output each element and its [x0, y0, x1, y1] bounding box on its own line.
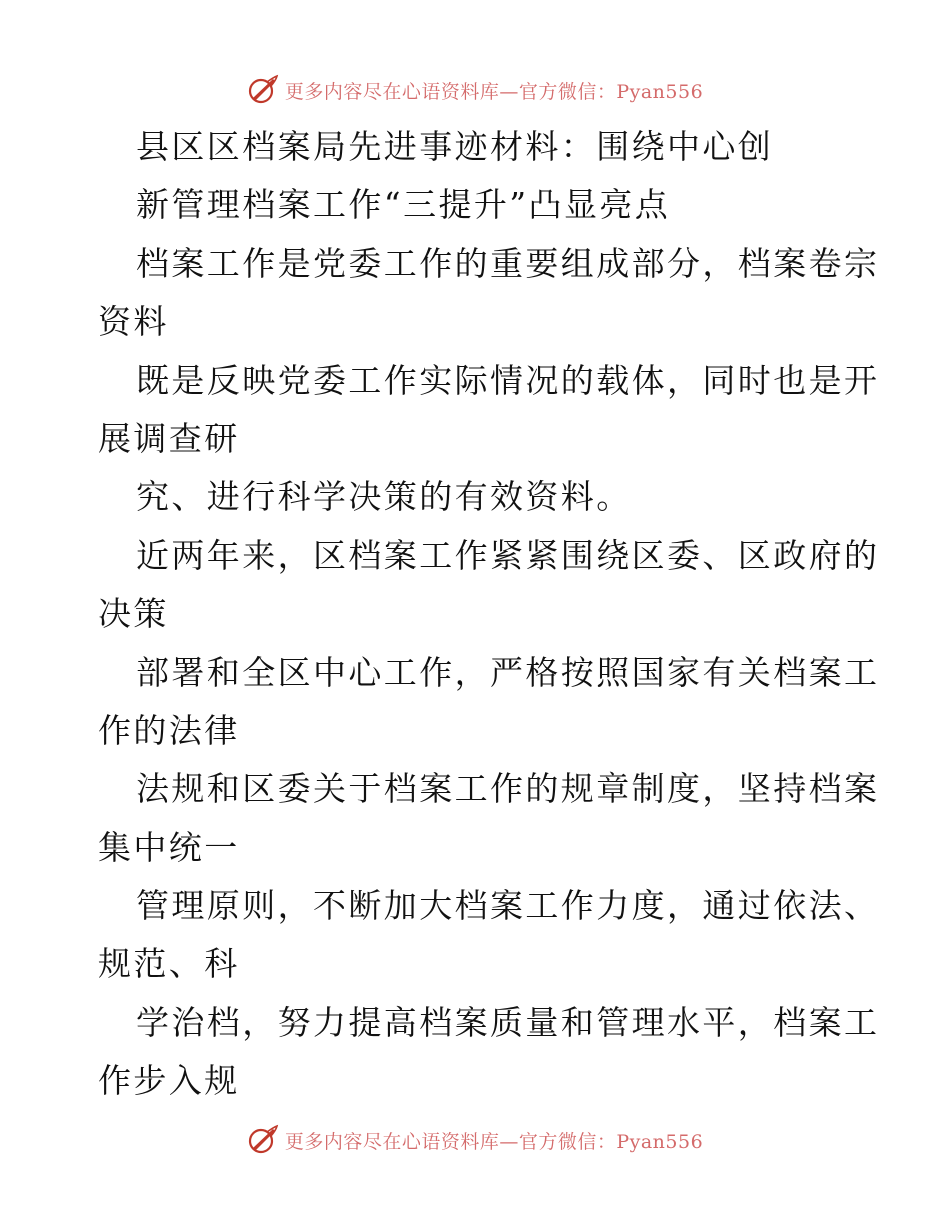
text-line: 资料 — [98, 302, 169, 342]
quill-pen-logo-icon — [247, 74, 279, 106]
header-watermark — [0, 70, 950, 110]
text-line: 究、进行科学决策的有效资料。 — [136, 477, 632, 517]
text-line: 作步入规 — [98, 1061, 240, 1101]
text-line: 规范、科 — [98, 944, 240, 984]
text-line: 集中统一 — [98, 827, 240, 867]
text-line: 展调查研 — [98, 418, 240, 458]
text-line: 部署和全区中心工作，严格按照国家有关档案工 — [136, 652, 880, 692]
watermark-text: 更多内容尽在心语资料库—官方微信：Pyan556 — [284, 80, 704, 103]
document-body — [98, 118, 880, 1111]
footer-watermark — [0, 1120, 950, 1160]
text-line: 决策 — [98, 594, 169, 634]
text-line: 既是反映党委工作实际情况的载体，同时也是开 — [136, 360, 880, 400]
watermark-text: 更多内容尽在心语资料库—官方微信：Pyan556 — [284, 1130, 704, 1153]
text-line: 法规和区委关于档案工作的规章制度，坚持档案 — [136, 769, 880, 809]
text-line: 管理原则，不断加大档案工作力度，通过依法、 — [136, 886, 880, 926]
quill-pen-logo-icon — [247, 1124, 279, 1156]
text-line: 近两年来，区档案工作紧紧围绕区委、区政府的 — [136, 535, 880, 575]
text-line: 新管理档案工作“三提升”凸显亮点 — [136, 185, 671, 225]
text-line: 作的法律 — [98, 710, 240, 750]
text-line: 县区区档案局先进事迹材料：围绕中心创 — [136, 127, 774, 166]
text-line: 档案工作是党委工作的重要组成部分，档案卷宗 — [136, 243, 880, 283]
text-line: 学治档，努力提高档案质量和管理水平，档案工 — [136, 1002, 880, 1042]
